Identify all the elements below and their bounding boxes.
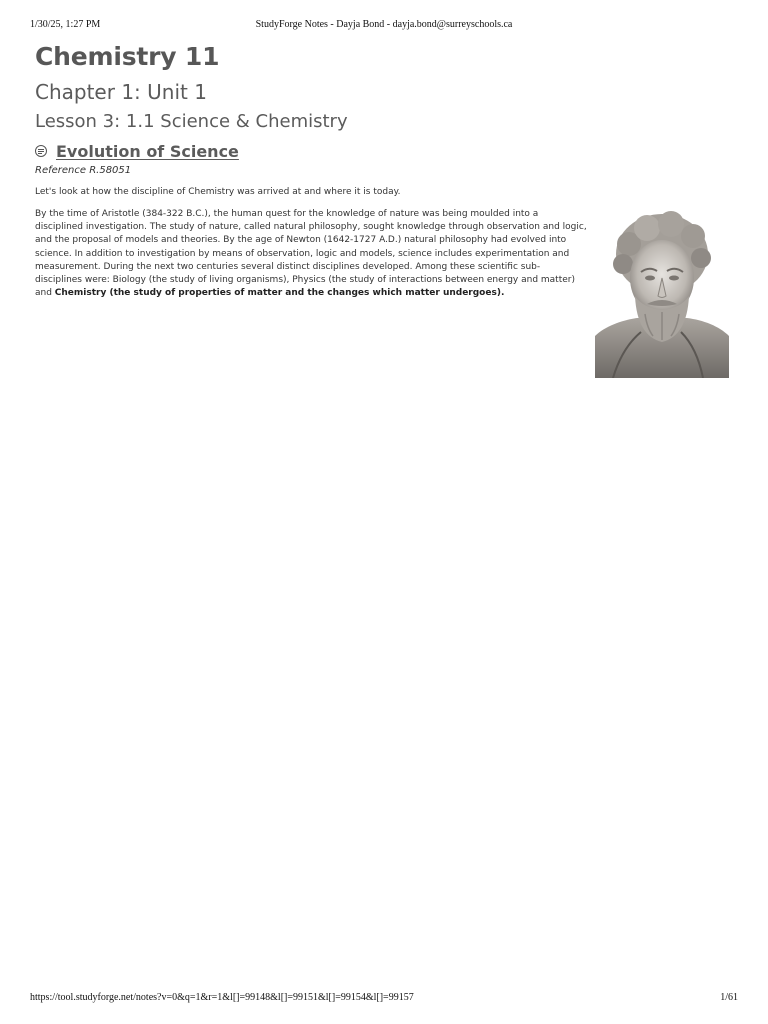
intro-paragraph: Let's look at how the discipline of Chemistry was arrived at and where it is today. bbox=[35, 187, 401, 197]
body-paragraph bbox=[35, 208, 587, 300]
print-url: https://tool.studyforge.net/notes?v=0&q=1&r=1&l[]=99148&l[]=99151&l[]=99154&l[]=99157 bbox=[30, 992, 414, 1003]
print-datetime: 1/30/25, 1:27 PM bbox=[30, 19, 101, 30]
chapter-title: Chapter 1: Unit 1 bbox=[35, 80, 207, 104]
lesson-title: Lesson 3: 1.1 Science & Chemistry bbox=[35, 111, 348, 132]
circle-badge-icon bbox=[35, 145, 47, 157]
course-title: Chemistry 11 bbox=[35, 42, 220, 71]
print-header bbox=[30, 19, 738, 33]
section-heading bbox=[35, 140, 735, 162]
body-plain-text: By the time of Aristotle (384-322 B.C.), the human quest for the knowledge of nature was being moulded into a disciplined investigation. The study of nature, called natural philosophy, sought knowledge through observation and logic, and the proposal of models and theories. By the age of Newton (1642-1727 A.D.) natural philosophy had evolved into science. In addition to investigation by means of observation, logic and models, science includes experimentation and measurement. During the next two centuries several distinct disciplines developed. Among these scientific sub-disciplines were: Biology (the study of living organisms), Physics (the study of interactions between energy and matter) and bbox=[35, 209, 587, 299]
notes-content bbox=[35, 40, 735, 300]
aristotle-bust-image bbox=[595, 208, 729, 378]
section-title-link[interactable]: Evolution of Science bbox=[56, 141, 239, 161]
print-title: StudyForge Notes - Dayja Bond - dayja.bond@surreyschools.ca bbox=[255, 19, 513, 30]
reference-label: Reference R.58051 bbox=[35, 165, 132, 176]
body-row bbox=[35, 208, 735, 300]
body-bold-text: Chemistry (the study of properties of matter and the changes which matter undergoes). bbox=[54, 288, 505, 299]
print-footer bbox=[30, 992, 738, 1006]
print-page-number: 1/61 bbox=[720, 992, 738, 1003]
